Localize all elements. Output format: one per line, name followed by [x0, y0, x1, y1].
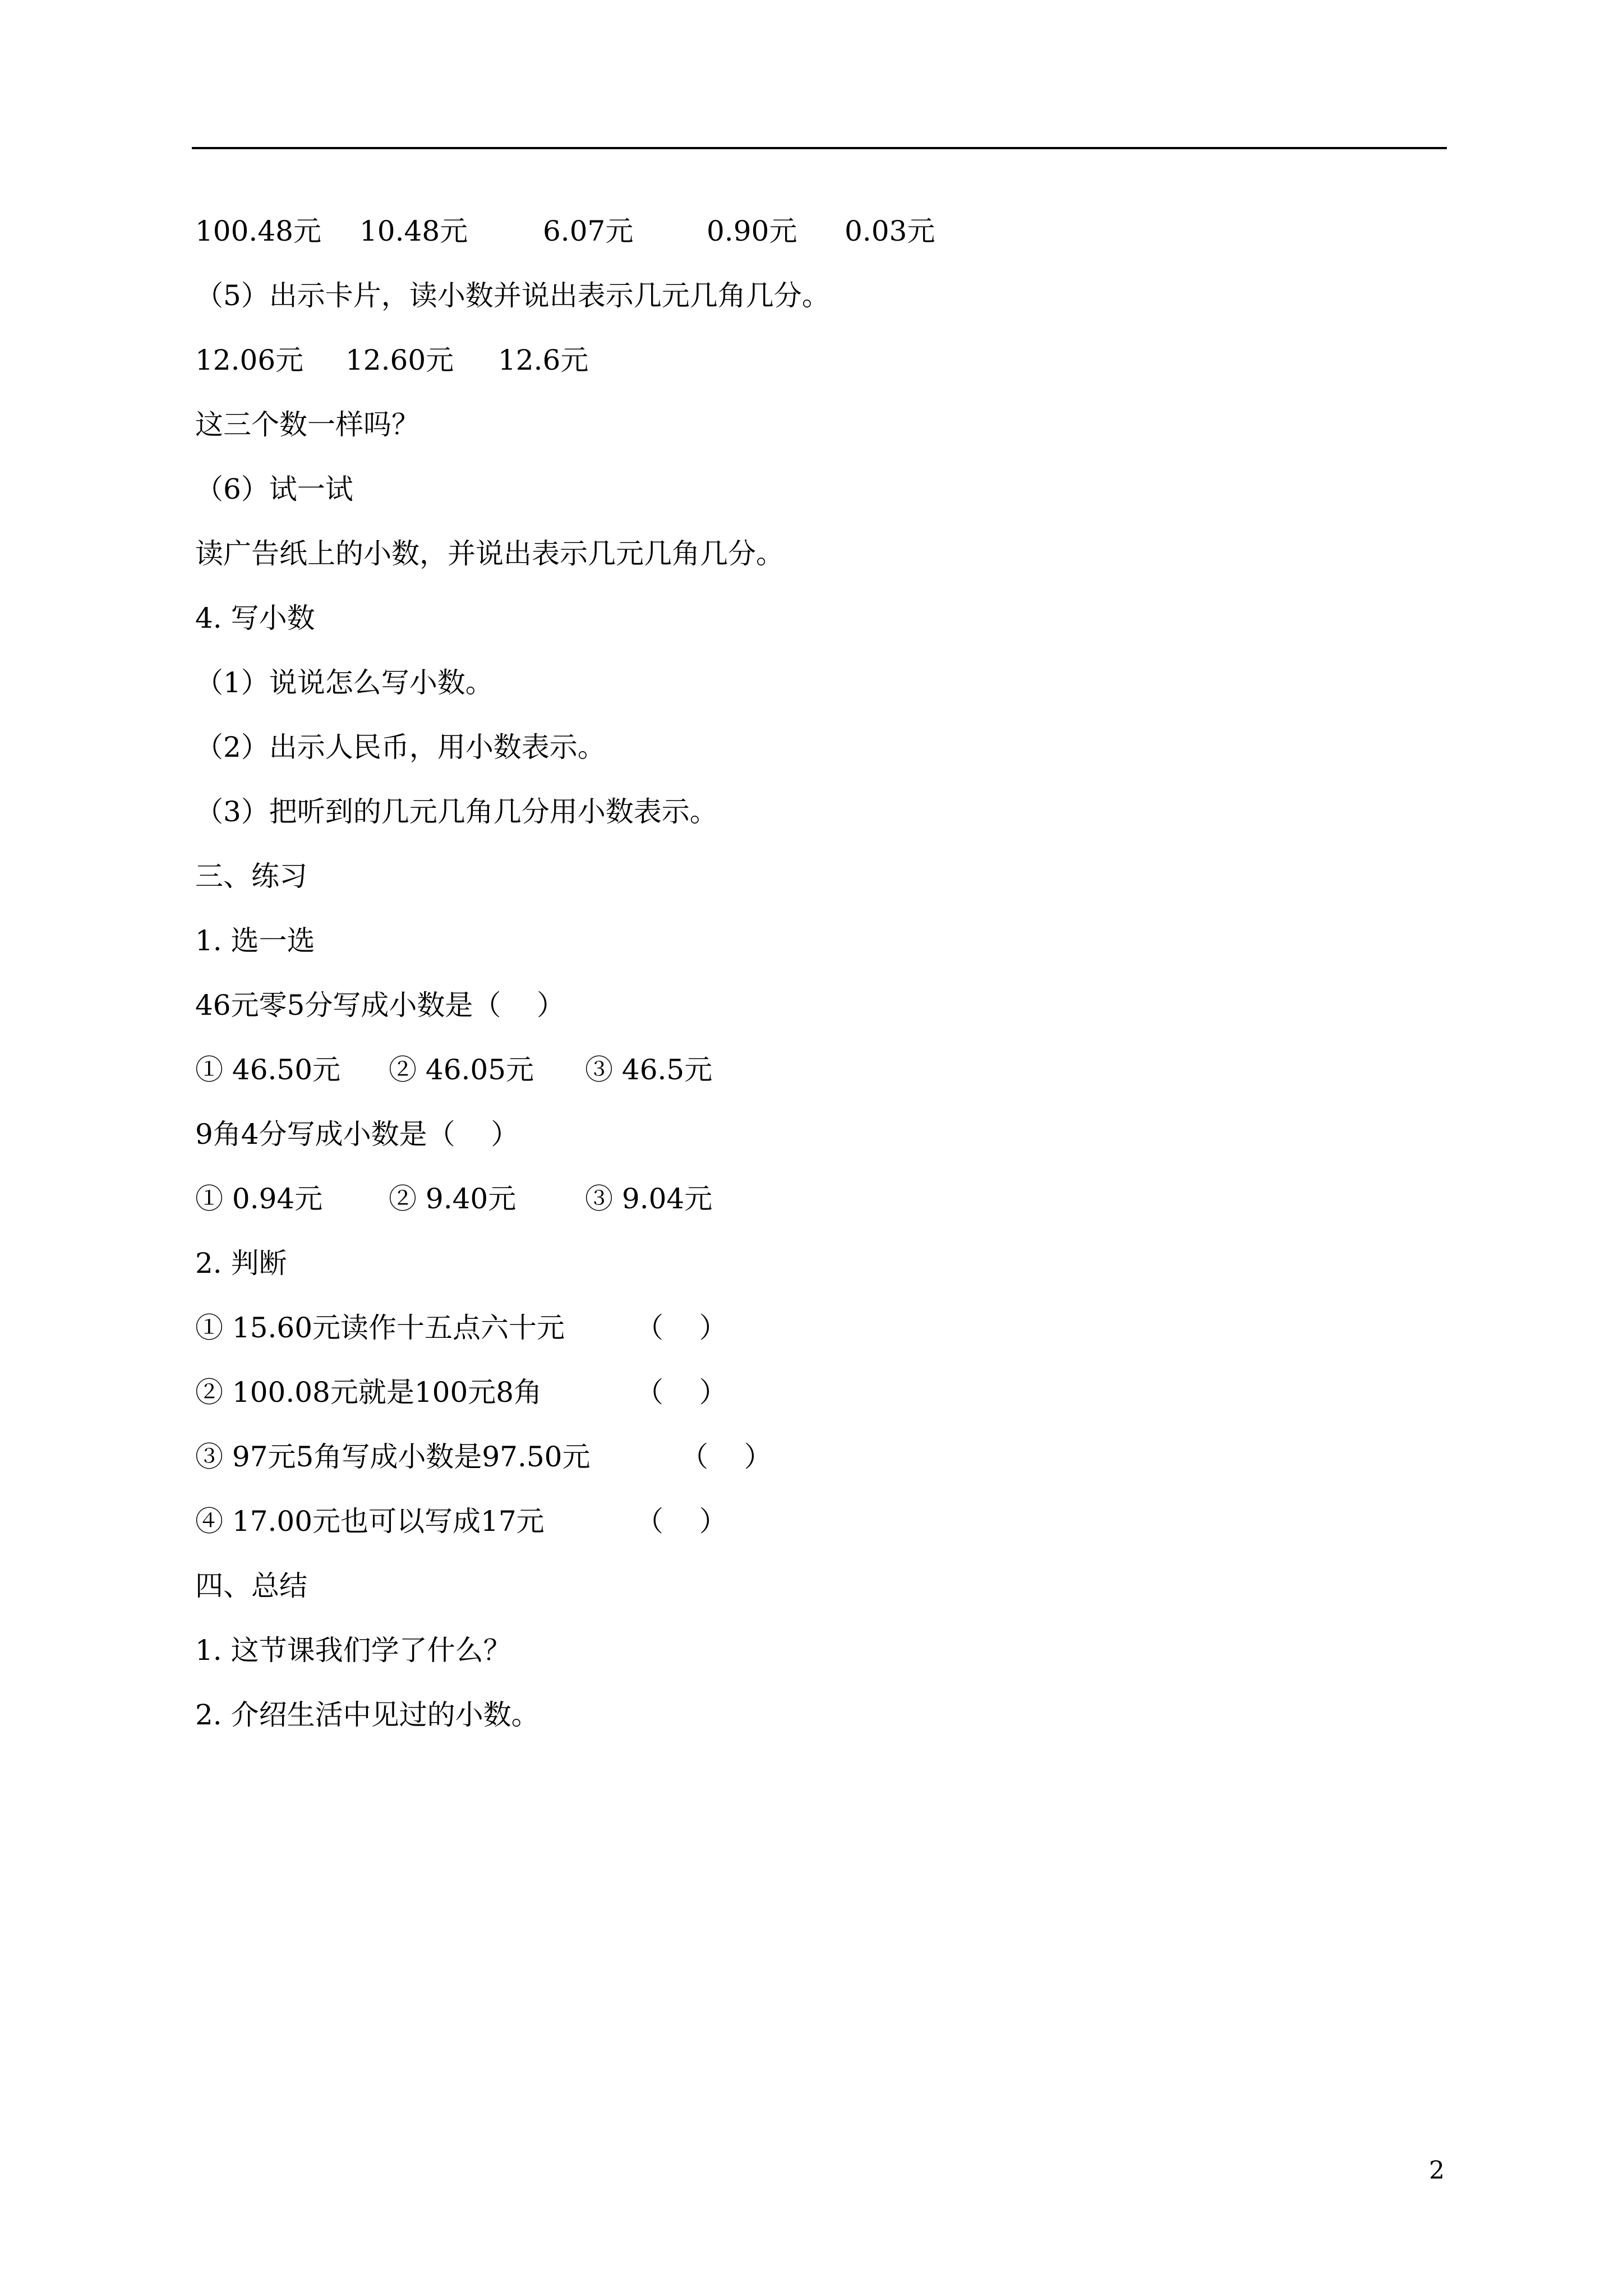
page-number: 2	[1429, 2156, 1445, 2185]
option-item: ③ 46.5元	[585, 1053, 713, 1086]
choose-title: 1. 选一选	[195, 924, 315, 957]
amount-item: 6.07元	[543, 215, 634, 247]
amount-item: 0.03元	[845, 215, 935, 247]
card-amount: 12.60元	[345, 344, 454, 376]
question-same: 这三个数一样吗？	[195, 408, 419, 441]
option-item: ② 46.05元	[389, 1053, 534, 1086]
judge-statement: ④ 17.00元也可以写成17元	[195, 1505, 545, 1538]
part3-title: 三、练习	[195, 860, 307, 892]
choose-question: 46元零5分写成小数是（ ）	[195, 989, 565, 1022]
choose-question: 9角4分写成小数是（ ）	[195, 1118, 519, 1151]
header-rule	[192, 147, 1447, 149]
step5-title: （5）出示卡片，读小数并说出表示几元几角几分。	[195, 279, 830, 312]
amount-item: 10.48元	[359, 215, 468, 247]
judge-statement: ③ 97元5角写成小数是97.50元	[195, 1441, 591, 1473]
amount-item: 0.90元	[707, 215, 797, 247]
section4-item: （2）出示人民币，用小数表示。	[195, 731, 606, 763]
summary-item: 1. 这节课我们学了什么？	[195, 1634, 511, 1667]
option-item: ① 46.50元	[195, 1053, 341, 1086]
part4-title: 四、总结	[195, 1570, 307, 1602]
judge-statement: ① 15.60元读作十五点六十元	[195, 1312, 565, 1344]
section4-item: （3）把听到的几元几角几分用小数表示。	[195, 795, 718, 828]
section4-title: 4. 写小数	[195, 602, 315, 634]
answer-blank[interactable]: （ ）	[635, 1505, 727, 1538]
judge-title: 2. 判断	[195, 1247, 287, 1280]
answer-blank[interactable]: （ ）	[635, 1376, 727, 1409]
answer-blank[interactable]: （ ）	[635, 1312, 727, 1344]
option-item: ① 0.94元	[195, 1182, 323, 1215]
option-item: ② 9.40元	[389, 1182, 517, 1215]
card-amount: 12.6元	[498, 344, 589, 376]
option-item: ③ 9.04元	[585, 1182, 713, 1215]
step6-text: 读广告纸上的小数，并说出表示几元几角几分。	[195, 537, 784, 570]
judge-statement: ② 100.08元就是100元8角	[195, 1376, 542, 1409]
section4-item: （1）说说怎么写小数。	[195, 666, 494, 699]
card-amount: 12.06元	[195, 344, 304, 376]
amount-item: 100.48元	[195, 215, 321, 247]
summary-item: 2. 介绍生活中见过的小数。	[195, 1699, 540, 1731]
step6-title: （6）试一试	[195, 473, 353, 505]
answer-blank[interactable]: （ ）	[680, 1441, 772, 1473]
